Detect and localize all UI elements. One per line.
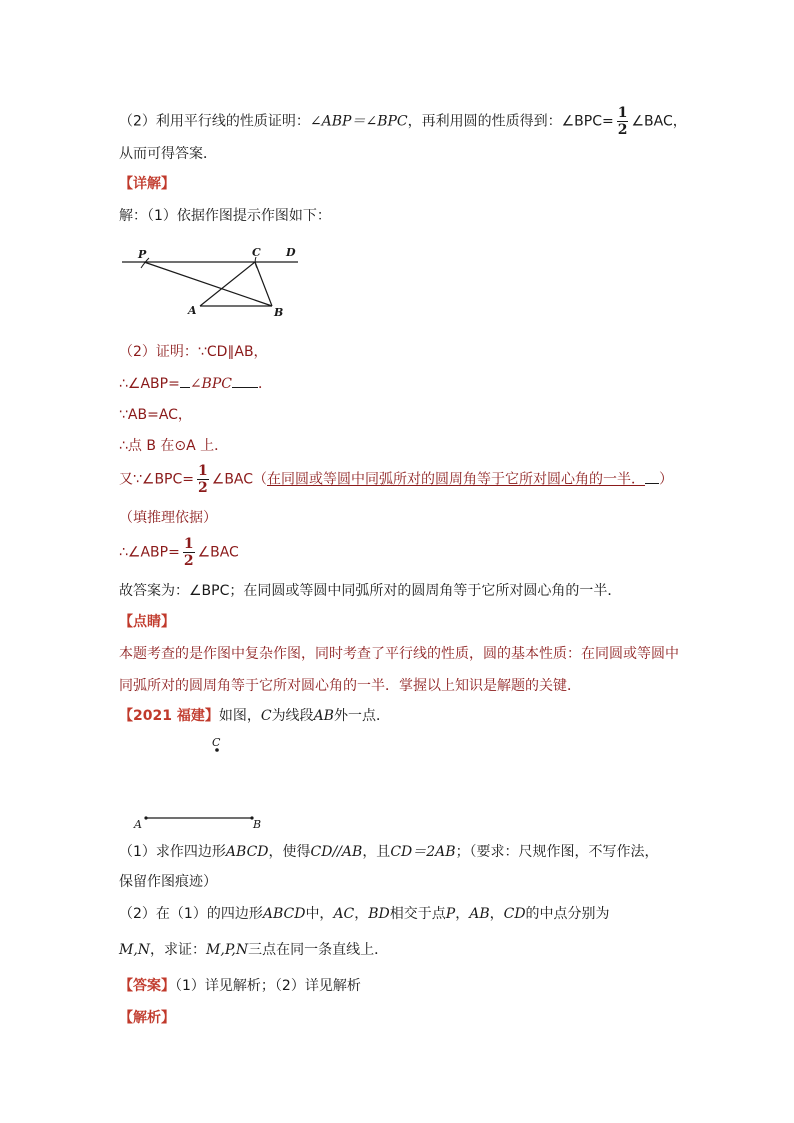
proof-line-6: （填推理依据） — [119, 510, 217, 526]
construction-figure-1 — [118, 244, 308, 322]
proof-line-4: ∴点 B 在⊙A 上． — [119, 438, 229, 454]
heading-analysis: 【解析】 — [119, 1010, 175, 1026]
fraction-half: $\frac{1}{2}$ — [183, 536, 194, 569]
angle-equation: ∠ABP＝∠BPC — [309, 113, 408, 130]
conclude-line: 从而可得答案． — [119, 146, 217, 162]
question-1-cont: 保留作图痕迹） — [119, 874, 217, 890]
fill-answer: ∠BPC — [189, 376, 232, 392]
proof-line-2: ∴∠ABP= ∠BPC ． — [119, 376, 272, 392]
question-2-cont: M,N，求证：M,P,N三点在同一条直线上． — [119, 942, 389, 958]
label-C: C — [212, 736, 221, 749]
problem-source: 【2021 福建】 — [119, 708, 219, 724]
label-D: D — [286, 246, 296, 259]
proof-line-1: （2）证明：∵CD∥AB， — [119, 344, 268, 360]
proof-line-5: 又∵∠BPC= $\frac{1}{2}$ ∠BAC（在同圆或等圆中同弧所对的圆周角等于它所对圆心角的一半． ） — [119, 463, 674, 496]
hint-line: （2）利用平行线的性质证明：∠ABP＝∠BPC，再利用圆的性质得到：∠BPC= $\frac{1}{2}$ ∠BAC， — [119, 105, 687, 138]
question-1: （1）求作四边形ABCD，使得CD//AB，且CD＝2AB；（要求：尺规作图，不写作法， — [119, 844, 659, 860]
label-B: B — [274, 306, 284, 319]
label-P: P — [138, 248, 147, 261]
proof-line-3: ∵AB=AC， — [119, 407, 192, 423]
heading-detail: 【详解】 — [119, 176, 175, 192]
comment-line-2: 同弧所对的圆周角等于它所对圆心角的一半．掌握以上知识是解题的关键． — [119, 678, 581, 694]
solution-intro: 解：（1）依据作图提示作图如下： — [119, 208, 331, 224]
proof-line-7: ∴∠ABP= $\frac{1}{2}$ ∠BAC — [119, 536, 239, 569]
answer-2: 【答案】（1）详见解析；（2）详见解析 — [119, 978, 361, 994]
label-C: C — [252, 246, 261, 259]
fraction-half: $\frac{1}{2}$ — [198, 463, 208, 496]
answer-line: 故答案为：∠BPC；在同圆或等圆中同弧所对的圆周角等于它所对圆心角的一半． — [119, 583, 622, 599]
problem-figure-2 — [128, 732, 278, 832]
comment-line-1: 本题考查的是作图中复杂作图，同时考查了平行线的性质，圆的基本性质：在同圆或等圆中 — [119, 646, 679, 662]
label-B: B — [253, 818, 262, 831]
label-A: A — [188, 304, 197, 317]
label-A: A — [134, 818, 142, 831]
problem2-intro: 【2021 福建】如图，C为线段AB外一点． — [119, 708, 390, 724]
reason-fill: 在同圆或等圆中同弧所对的圆周角等于它所对圆心角的一半． — [267, 471, 646, 488]
heading-comment: 【点睛】 — [119, 614, 175, 630]
answer-tag: 【答案】 — [119, 978, 175, 994]
fraction-half: $\frac{1}{2}$ — [617, 105, 628, 138]
question-2: （2）在（1）的四边形ABCD中，AC，BD相交于点P，AB，CD的中点分别为 — [119, 906, 610, 922]
